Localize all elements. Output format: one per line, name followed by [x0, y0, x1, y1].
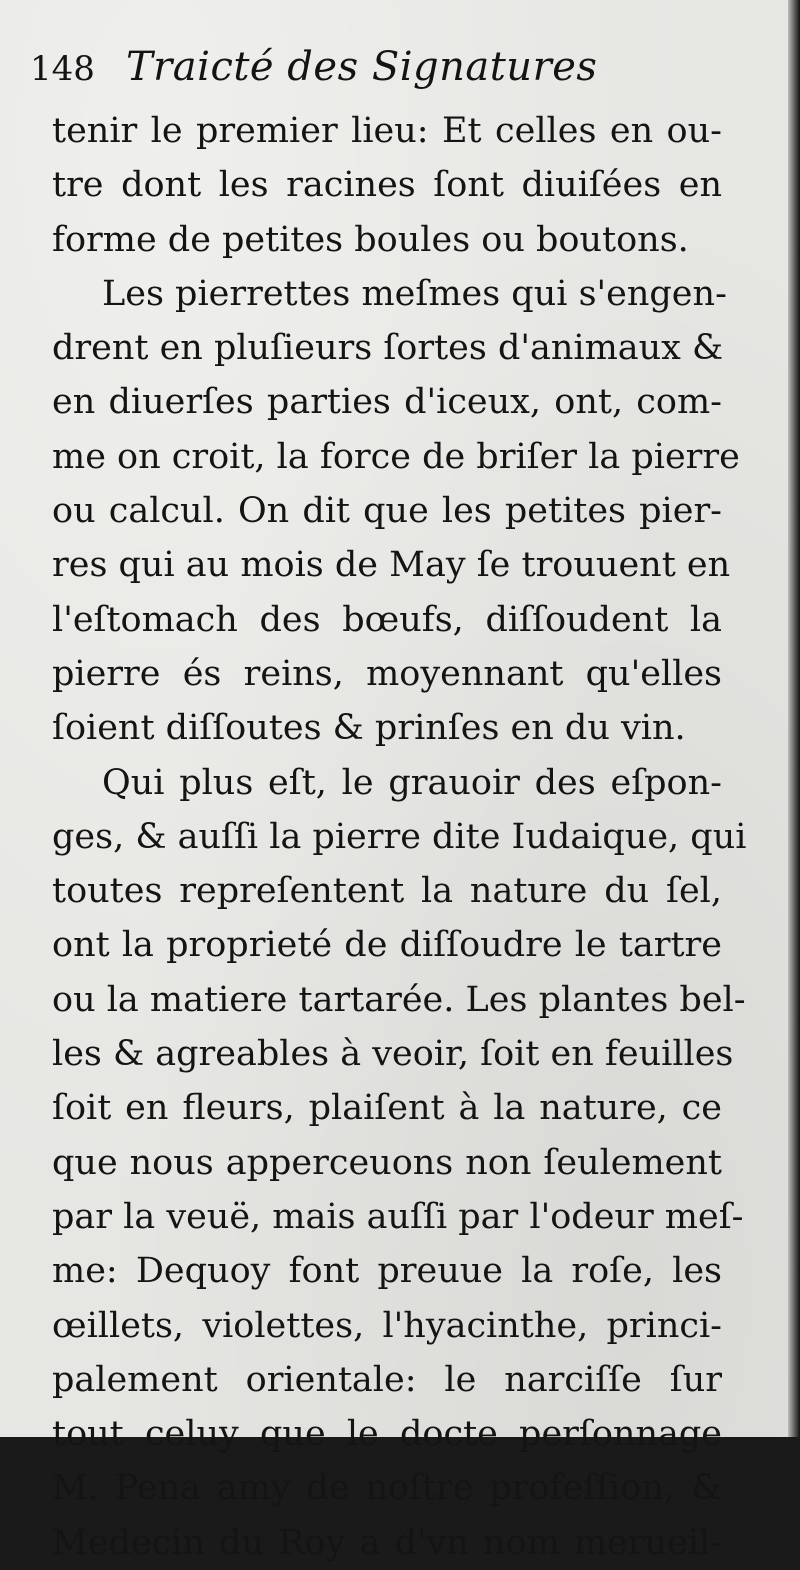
text-line: tre dont les racines ſont diuiſées en	[52, 165, 722, 206]
text-line: que nous apperceuons non ſeulement	[52, 1142, 722, 1183]
text-line: M. Pena amy de noſtre profeſſion, &	[52, 1468, 722, 1509]
text-line: toutes repreſentent la nature du ſel,	[52, 871, 722, 912]
text-line: œillets, violettes, l'hyacinthe, princi-	[52, 1305, 722, 1346]
paragraph-start-line: Les pierrettes meſmes qui s'engen-	[102, 273, 727, 314]
text-line: ou la matiere tartarée. Les plantes bel-	[52, 979, 746, 1020]
page-edge-shadow	[788, 0, 800, 1437]
running-head: Traicté des Signatures	[126, 44, 598, 90]
page-number: 148	[30, 49, 95, 89]
text-line: par la veuë, mais auſſi par l'odeur meſ-	[52, 1196, 744, 1237]
text-line: l'eſtomach des bœufs, diſſoudent la	[52, 599, 722, 640]
text-line: ges, & auſſi la pierre dite Iudaique, qui	[52, 816, 747, 857]
text-line: en diuerſes parties d'iceux, ont, com-	[52, 382, 722, 423]
text-line: ſoient diſſoutes & prinſes en du vin.	[52, 708, 686, 749]
text-line: Medecin du Roy a d'vn nom merueil-	[52, 1522, 722, 1563]
body-text	[52, 104, 747, 1570]
text-line: les & agreables à veoir, ſoit en feuilles	[52, 1034, 734, 1075]
text-line: forme de petites boules ou boutons.	[52, 219, 689, 260]
text-line: palement orientale: le narciſſe ſur	[52, 1359, 722, 1400]
text-line: drent en pluſieurs ſortes d'animaux &	[52, 328, 724, 369]
text-line: me: Dequoy font preuue la roſe, les	[52, 1251, 722, 1292]
text-line: res qui au mois de May ſe trouuent en	[52, 545, 731, 586]
text-line: pierre és reins, moyennant qu'elles	[52, 653, 722, 694]
paragraph-start-line: Qui plus eſt, le grauoir des eſpon-	[102, 762, 722, 803]
text-line: ont la proprieté de diſſoudre le tartre	[52, 925, 722, 966]
text-line: tout celuy que le docte perſonnage	[52, 1414, 722, 1455]
text-line: tenir le premier lieu: Et celles en ou-	[52, 111, 722, 151]
text-line: ou calcul. On dit que les petites pier-	[52, 491, 722, 532]
text-line: me on croit, la force de briſer la pierre	[52, 436, 740, 477]
text-line: ſoit en fleurs, plaiſent à la nature, ce	[52, 1088, 722, 1129]
page-header	[30, 44, 597, 100]
